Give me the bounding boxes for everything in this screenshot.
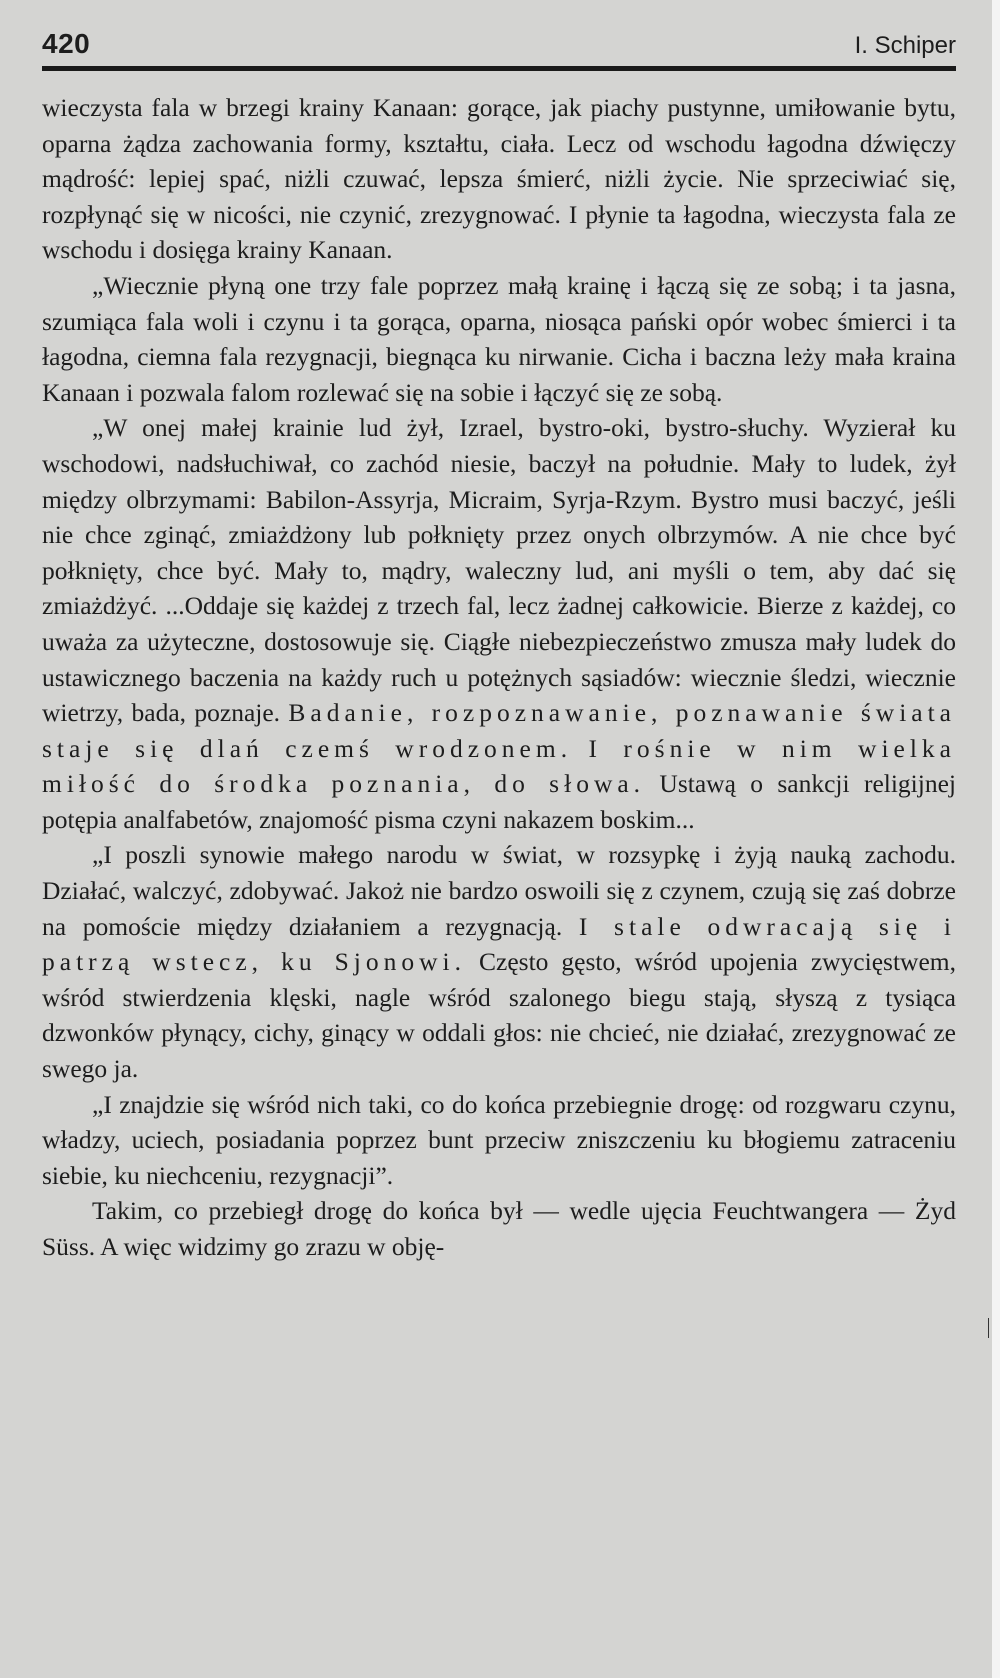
paragraph-3-spaced-emphasis-a: Badanie, rozpoznawanie, poznawanie świata staje się dlań czemś wrodzonem. <box>42 698 956 763</box>
paragraph-3-text-b <box>572 734 588 763</box>
paragraph-5: „I znajdzie się wśród nich taki, co do końca przebiegnie drogę: od rozgwaru czynu, władzy, uciech, posiadania poprzez bunt przeciw zniszczeniu ku błogiemu zatraceniu siebie, ku niechceniu, rezygnacji”. <box>42 1089 956 1190</box>
paragraph-4-spaced-emphasis: I stale odwracają się i patrzą wstecz, ku Sjonowi. <box>42 911 956 977</box>
paragraph-3-spaced-emphasis-b: I rośnie w nim wielka miłość do środka poznania, do słowa. <box>42 733 957 799</box>
paragraph-3 <box>42 410 956 837</box>
page-number: 420 <box>42 28 91 59</box>
paragraph-4 <box>42 837 956 1086</box>
paragraph-6: Takim, co przebiegł drogę do końca był — wedle ujęcia Feuchtwangera — Żyd Süss. A więc widzimy go zrazu w obję- <box>42 1196 956 1261</box>
running-head: I. Schiper <box>854 32 956 59</box>
paragraph-3-text-a: „W onej małej krainie lud żył, Izrael, bystro-oki, bystro-słuchy. Wyzierał ku wschodowi, nadsłuchiwał, co zachód niesie, baczył na południe. Mały to ludek, żył między olbrzymami: Babilon-Assyrja, Micraim, Syrja-Rzym. Bystro musi baczyć, jeśli nie chce zginąć, zmiażdżony lub połknięty przez onych olbrzymów. A nie chce być połknięty, chce być. Mały to, mądry, waleczny lud, ani myśli o tem, aby dać się zmiażdżyć. ...Oddaje się każdej z trzech fal, lecz żadnej całkowicie. Bierze z każdej, co uważa za użyteczne, dostosowuje się. Ciągłe niebezpieczeństwo zmusza mały ludek do ustawicznego baczenia na każdy ruch u potężnych sąsiadów: wiecznie śledzi, wiecznie wietrzy, bada, poznaje. <box>42 413 956 728</box>
page-header <box>42 24 956 68</box>
paragraph-4-text-a: „I poszli synowie małego narodu w świat, w rozsypkę i żyją nauką zachodu. Działać, walczyć, zdobywać. Jakoż nie bardzo oswoili się z czynem, czują się zaś dobrze na pomoście między działaniem a rezygnacją. <box>42 840 956 941</box>
header-rule <box>42 66 956 71</box>
margin-mark <box>988 1318 989 1338</box>
paragraph-1: wieczysta fala w brzegi krainy Kanaan: gorące, jak piachy pustynne, umiłowanie bytu, oparna żądza zachowania formy, kształtu, ciała. Lecz od wschodu łagodna dźwięczy mądrość: lepiej spać, niżli czuwać, lepsza śmierć, niżli życie. Nie sprzeciwiać się, rozpłynąć się w nicości, nie czynić, zrezygnować. I płynie ta łagodna, wieczysta fala ze wschodu i dosięga krainy Kanaan. <box>42 93 956 265</box>
paragraph-4-text-b: Często gęsto, wśród upojenia zwycięstwem, wśród stwierdzenia klęski, nagle wśród szalonego biegu stają, słyszą z tysiąca dzwonków płynący, cichy, ginący w oddali głos: nie chcieć, nie działać, zrezygnować ze swego ja. <box>42 947 956 1084</box>
body-text <box>42 90 956 1265</box>
paragraph-2: „Wiecznie płyną one trzy fale poprzez małą krainę i łączą się ze sobą; i ta jasna, szumiąca fala woli i czynu i ta gorąca, oparna, niosąca pański opór wobec śmierci i ta łagodna, ciemna fala rezygnacji, biegnąca ku nirwanie. Cicha i baczna leży mała kraina Kanaan i pozwala falom rozlewać się na sobie i łączyć się ze sobą. <box>42 270 956 407</box>
paragraph-3-text-c: Ustawą o sankcji religijnej potępia analfabetów, znajomość pisma czyni nakazem boskim... <box>42 769 956 834</box>
